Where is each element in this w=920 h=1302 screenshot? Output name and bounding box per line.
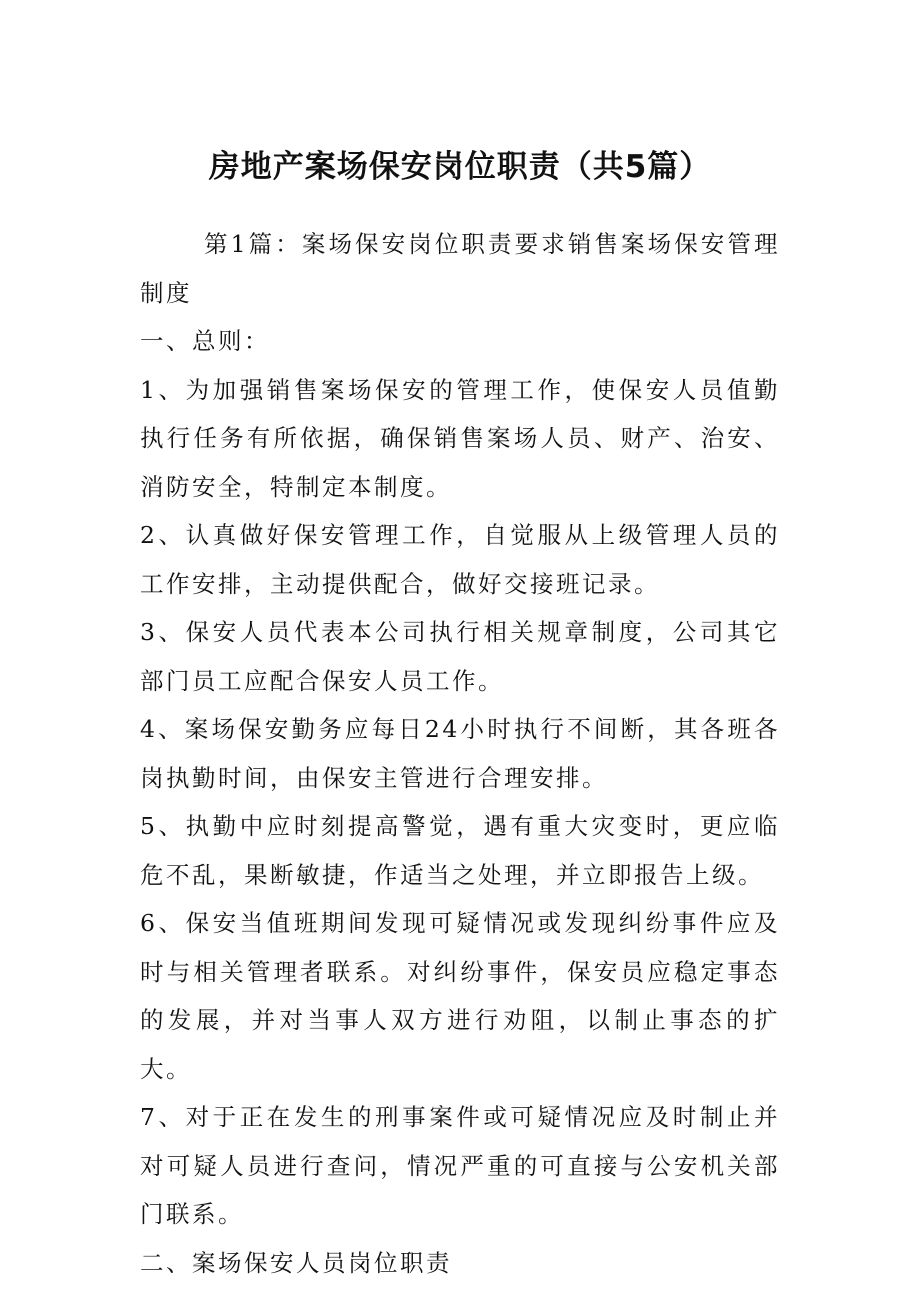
section-heading-general: 一、总则： (140, 327, 270, 355)
paragraph-item-6: 6、保安当值班期间发现可疑情况或发现纠纷事件应及时与相关管理者联系。对纠纷事件，保安员应稳定事态的发展，并对当事人双方进行劝阻，以制止事态的扩大。 (140, 909, 780, 1083)
document-body (140, 220, 780, 1287)
paragraph-item-3: 3、保安人员代表本公司执行相关规章制度，公司其它部门员工应配合保安人员工作。 (140, 618, 780, 695)
document-title: 房地产案场保安岗位职责（共5篇） (208, 149, 712, 185)
paragraph-item-7: 7、对于正在发生的刑事案件或可疑情况应及时制止并对可疑人员进行查问，情况严重的可直接与公安机关部门联系。 (140, 1103, 780, 1228)
paragraph-item-5: 5、执勤中应时刻提高警觉，遇有重大灾变时，更应临危不乱，果断敏捷，作适当之处理，并立即报告上级。 (140, 812, 780, 889)
section-heading-duties: 二、案场保安人员岗位职责 (140, 1248, 452, 1277)
chapter-heading: 第1篇：案场保安岗位职责要求销售案场保安管理制度 (140, 230, 780, 307)
paragraph-item-1: 1、为加强销售案场保安的管理工作，使保安人员值勤执行任务有所依据，确保销售案场人员、财产、治安、消防安全，特制定本制度。 (140, 375, 780, 501)
paragraph-item-4: 4、案场保安勤务应每日24小时执行不间断，其各班各岗执勤时间，由保安主管进行合理安排。 (140, 715, 780, 792)
paragraph-item-2: 2、认真做好保安管理工作，自觉服从上级管理人员的工作安排，主动提供配合，做好交接班记录。 (140, 521, 780, 598)
